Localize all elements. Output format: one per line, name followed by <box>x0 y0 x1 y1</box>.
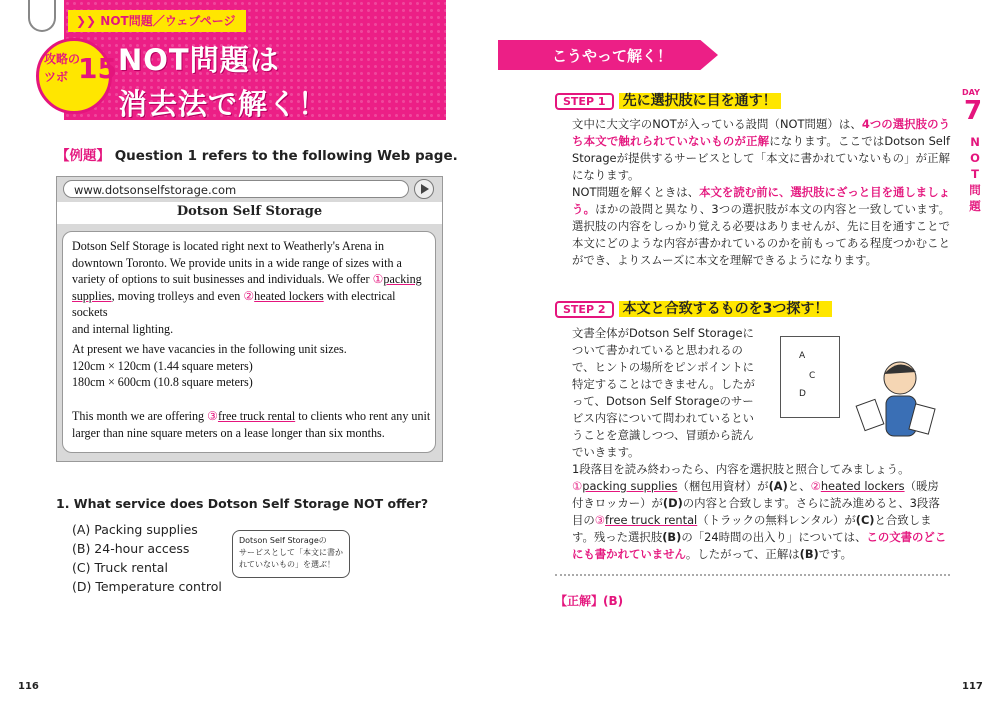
step2-emphasis: この文書のどこにも書かれていません <box>572 530 947 561</box>
web-text-run: with electrical sockets <box>72 288 396 320</box>
memo-line: サービスとして「本文に書か <box>239 548 343 557</box>
option-b: (B) 24-hour access <box>72 541 190 556</box>
page-number-left: 116 <box>18 681 39 692</box>
side-label: NOT問題 <box>969 135 981 213</box>
step1-emphasis: 4つの選択肢のうち本文で触れられていないものが正解 <box>572 117 950 148</box>
step2-text: の内容と合致します。さらに読み進めると、3段落目の <box>572 496 940 527</box>
example-heading <box>56 144 458 164</box>
step2-text: （トラックの無料レンタル）が <box>697 513 856 527</box>
step1-chip: STEP 1 <box>555 93 614 110</box>
paper-illustration <box>780 336 840 418</box>
web-line: larger than nine square meters on a lease longer than six months. <box>72 425 385 440</box>
day-number: 7 <box>964 96 983 126</box>
hero-title-line2: 消去法で解く！ <box>118 87 329 121</box>
go-arrow-icon[interactable] <box>414 179 434 199</box>
highlight-free-truck-rental: free truck rental <box>217 409 296 423</box>
highlight-supplies: supplies <box>72 288 112 303</box>
memo-line: れていないもの」を選ぶ！ <box>239 560 335 569</box>
web-paragraph-2 <box>72 341 432 391</box>
step1-title: 先に選択肢に目を通す！ <box>619 93 781 109</box>
step2-intro: 文書全体がDotson Self Storageについて書かれていると思われるので、ヒントの場所をピンポイントに特定することはできません。したがって、Dotson Self Storageのサービス内容について問われているということを意識しつつ、冒頭から読んでいきます。 <box>572 326 755 459</box>
badge-label-b: ツボ <box>44 70 69 84</box>
web-line: 180cm × 600cm (10.8 square meters) <box>72 375 253 390</box>
highlight-heated-lockers: heated lockers <box>820 479 905 493</box>
divider <box>555 574 950 576</box>
web-line <box>72 271 432 288</box>
paper-letter-d: D <box>799 389 806 399</box>
step2-text: です。 <box>818 547 852 561</box>
choice-b: (B) <box>662 530 682 544</box>
step2-text: と合致します。残った選択肢 <box>572 513 932 544</box>
badge-label-a: 攻略の <box>44 52 81 66</box>
web-line: and internal lighting. <box>72 321 174 336</box>
memo-bubble <box>232 530 350 578</box>
marker-3: ③ <box>594 513 606 527</box>
highlight-free-truck-rental: free truck rental <box>605 513 698 527</box>
marker-2: ② <box>810 479 821 493</box>
web-paragraph-3 <box>72 408 432 441</box>
highlight-heated-lockers: heated lockers <box>254 288 324 303</box>
option-a: (A) Packing supplies <box>72 522 198 537</box>
step2-text: （暖房付きロッカー）が <box>572 479 939 510</box>
choice-d: (D) <box>662 496 683 510</box>
step1-text: ほかの設問と異なり、3つの選択肢が本文の内容と一致しています。選択肢の内容をしっかり覚える必要はありませんが、先に目を通すことで本文にどのような内容が書かれているのかを前もってある程度つかむことができ、よりスムーズに本文を理解できるようになります。 <box>572 202 950 267</box>
marker-1: ① <box>372 272 384 287</box>
web-text-run: to clients who rent any unit <box>295 409 431 423</box>
section-tag: ❯❯ NOT問題／ウェブページ <box>68 10 246 32</box>
step2-text: （梱包用資材）が <box>677 479 769 493</box>
option-c: (C) Truck rental <box>72 560 168 575</box>
web-line: 120cm × 120cm (1.44 square meters) <box>72 358 253 373</box>
hero-title-line1: NOT問題は <box>118 43 280 77</box>
step1-body <box>572 116 950 269</box>
choice-c: (C) <box>855 513 875 527</box>
paper-letter-c: C <box>809 371 816 381</box>
hero-title <box>118 38 328 126</box>
choice-b: (B) <box>799 547 819 561</box>
marker-3: ③ <box>207 409 218 423</box>
step1-emphasis: 本文を読む前に、選択肢にざっと目を通しましょう。 <box>572 185 950 216</box>
memo-line: Dotson Self Storageの <box>239 536 327 545</box>
question-text: 1. What service does Dotson Self Storage NOT offer? <box>56 496 429 511</box>
marker-1: ① <box>572 479 583 493</box>
web-line <box>72 288 432 321</box>
step2-body <box>572 461 950 563</box>
example-tag: 【例題】 <box>56 148 110 164</box>
marker-2: ② <box>243 288 255 303</box>
step1-heading <box>555 90 781 111</box>
url-bar[interactable]: www.dotsonselfstorage.com <box>63 180 409 198</box>
highlight-packing: packing <box>383 272 422 287</box>
step2-text: 1段落目を読み終わったら、内容を選択肢と照合してみましょう。 <box>572 462 910 476</box>
site-title: Dotson Self Storage <box>176 204 323 219</box>
web-paragraph-1 <box>72 238 432 338</box>
paper-letter-a: A <box>799 351 806 361</box>
web-line: At present we have vacancies in the following unit sizes. <box>72 342 347 356</box>
page-number-right: 117 <box>962 681 983 692</box>
day-label: DAY <box>962 88 980 97</box>
step1-text: NOT問題を解くときは、 <box>572 185 700 199</box>
step2-text: 。したがって、正解は <box>685 547 800 561</box>
web-line: Dotson Self Storage is located right next to Weatherly's Arena in <box>72 239 384 253</box>
web-text-run: variety of options to suit businesses and individuals. We offer <box>72 272 373 287</box>
step2-chip: STEP 2 <box>555 301 614 318</box>
step2-text: と、 <box>787 479 811 493</box>
person-illustration <box>850 350 940 440</box>
step2-title: 本文と合致するものを3つ探す！ <box>619 301 833 317</box>
choice-a: (A) <box>768 479 788 493</box>
highlight-packing-supplies: packing supplies <box>582 479 678 493</box>
step1-text: 文中に大文字のNOTが入っている設問（NOT問題）は、 <box>572 117 862 131</box>
web-line <box>72 408 432 425</box>
web-text-run: , moving trolleys and even <box>111 288 244 303</box>
web-line: downtown Toronto. We provide units in a wide range of sizes with a <box>72 255 402 270</box>
how-title: こうやって解く！ <box>552 47 673 65</box>
step2-heading <box>555 298 832 319</box>
badge-number: 15 <box>78 52 117 85</box>
step1-text: になります。ここではDotson Self Storageが提供するサービスとして「本文に書かれていないもの」が正解になります。 <box>572 134 950 182</box>
hook-decoration <box>28 0 56 32</box>
answer-options <box>72 520 222 596</box>
step2-text: の「24時間の出入り」については、 <box>681 530 867 544</box>
option-d: (D) Temperature control <box>72 579 222 594</box>
web-text-run: This month we are offering <box>72 409 208 423</box>
example-text: Question 1 refers to the following Web page. <box>114 148 458 164</box>
answer-label: 【正解】(B) <box>555 594 624 608</box>
